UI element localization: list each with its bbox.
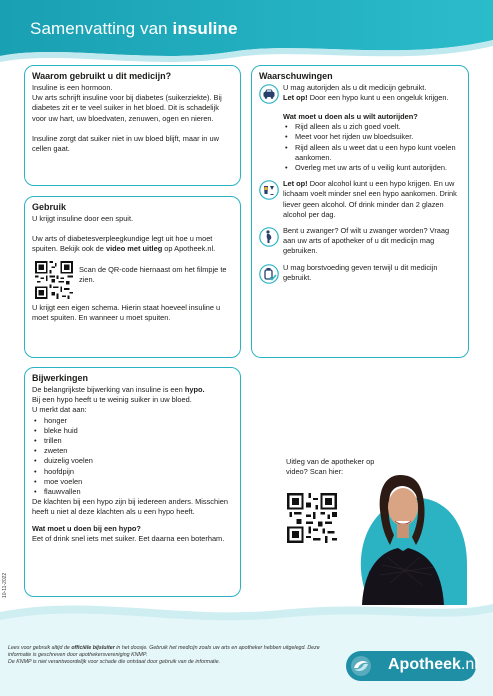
symptom-list (32, 416, 233, 498)
list-item: • trillen (32, 436, 233, 446)
driving-list (259, 122, 461, 173)
side-effects-heading: Bijwerkingen (32, 373, 89, 383)
breastfeeding-info (259, 263, 461, 285)
pregnancy-warning (259, 226, 461, 257)
list-item: • flauwvallen (32, 487, 233, 497)
breastfeeding-text: U mag borstvoeding geven terwijl u dit medicijn gebruikt. (283, 262, 438, 282)
drinks-icon (259, 180, 279, 200)
list-item: • zweten (32, 446, 233, 456)
list-item: • Rijd alleen als u zich goed voelt. (283, 122, 461, 132)
use-line-2: Uw arts schrijft insuline voor bij diabetes (suikerziekte). Bij diabetes zit er te veel suiker in het bloed. Dit is schadelijk voor uw hart, uw bloedvaten, zenuwen, ogen en nieren. (32, 93, 222, 123)
pregnant-icon (259, 227, 279, 247)
list-item: • Overleg met uw arts of u veilig kunt autorijden. (283, 163, 461, 173)
warnings-heading: Waarschuwingen (259, 71, 333, 81)
alcohol-text: Let op! Door alcohol kunt u een hypo krijgen. En uw lichaam voelt minder snel een hypo aankomen. Drink liever geen alcohol. Of drink minder dan 2 glazen alcohol per dag. (283, 179, 457, 219)
side-effects-line-4: De klachten bij een hypo zijn bij iedereen anders. Misschien heeft u niet al deze klachten als u een hypo heeft. (32, 497, 228, 517)
footer-disclaimer: Lees voor gebruik altijd de officiële bijsluiter in het doosje. Gebruik het medicijn zoals uw arts en apotheker hebben uitgelegd. Deze informatie is geschreven door apothekersvereniging KNMP. De KNMP is niet verantwoordelijk voor schade die ontstaat door gebruik van de informatie. (8, 645, 320, 666)
driving-subheading: Wat moet u doen als u wilt autorijden? (283, 112, 418, 121)
list-item: • hoofdpijn (32, 467, 233, 477)
qr-code-icon[interactable] (35, 261, 73, 299)
use-card (24, 65, 241, 186)
side-effects-subheading: Wat moet u doen bij een hypo? (32, 523, 141, 533)
video-qr-code-icon[interactable] (287, 493, 337, 543)
pregnancy-text: Bent u zwanger? Of wilt u zwanger worden? Vraag aan uw arts of apotheker of u dit medicijn mag gebruiken. (283, 226, 450, 256)
usage-card (24, 196, 241, 358)
driving-warning-text: Let op! Door een hypo kunt u een ongeluk krijgen. (283, 93, 449, 103)
driving-warning (259, 83, 461, 105)
date-stamp: 10-11-2022 (2, 572, 8, 598)
use-heading: Waarom gebruikt u dit medicijn? (32, 71, 172, 81)
list-item: • Rijd alleen als u weet dat u een hypo kunt voelen aankomen. (283, 143, 461, 163)
driving-text: U mag autorijden als u dit medicijn gebruikt. (283, 83, 427, 92)
side-effects-line-2: Bij een hypo heeft u te weinig suiker in uw bloed. (32, 395, 192, 405)
warnings-card (251, 65, 469, 358)
side-effects-line-3: U merkt dat aan: (32, 405, 87, 415)
video-caption: Uitleg van de apotheker op video? Scan hier: (286, 457, 375, 476)
list-item: • Meet voor het rijden uw bloedsuiker. (283, 132, 461, 142)
usage-line-1: U krijgt insuline door een spuit. (32, 214, 134, 223)
usage-qr-text: Scan de QR-code hiernaast om het filmpje te zien. (79, 264, 227, 284)
list-item: • bleke huid (32, 426, 233, 436)
logo-text: Apotheek.nl (388, 656, 478, 673)
page-title: Samenvatting van insuline (30, 19, 238, 38)
pharmacist-photo (342, 455, 467, 605)
car-icon (259, 84, 279, 104)
list-item: • honger (32, 416, 233, 426)
use-line-1: Insuline is een hormoon. (32, 83, 113, 92)
breastfeeding-icon (259, 264, 279, 284)
alcohol-warning (259, 179, 461, 220)
side-effects-intro: De belangrijkste bijwerking van insuline is een hypo. (32, 385, 205, 394)
list-item: • moe voelen (32, 477, 233, 487)
usage-line-3: U krijgt een eigen schema. Hierin staat hoeveel insuline u moet spuiten. En wanneer u moet spuiten. (32, 302, 221, 322)
side-effects-line-5: Eet of drink snel iets met suiker. Eet daarna een boterham. (32, 533, 225, 543)
header-banner (0, 0, 493, 66)
usage-heading: Gebruik (32, 202, 67, 212)
use-closing: Insuline zorgt dat suiker niet in uw bloed blijft, maar in uw cellen gaat. (32, 133, 219, 154)
usage-line-2: Uw arts of diabetesverpleegkundige legt uit hoe u moet spuiten. Bekijk ook de video met uitleg op Apotheek.nl. (32, 234, 216, 254)
list-item: • duizelig voelen (32, 456, 233, 466)
side-effects-card (24, 367, 241, 597)
